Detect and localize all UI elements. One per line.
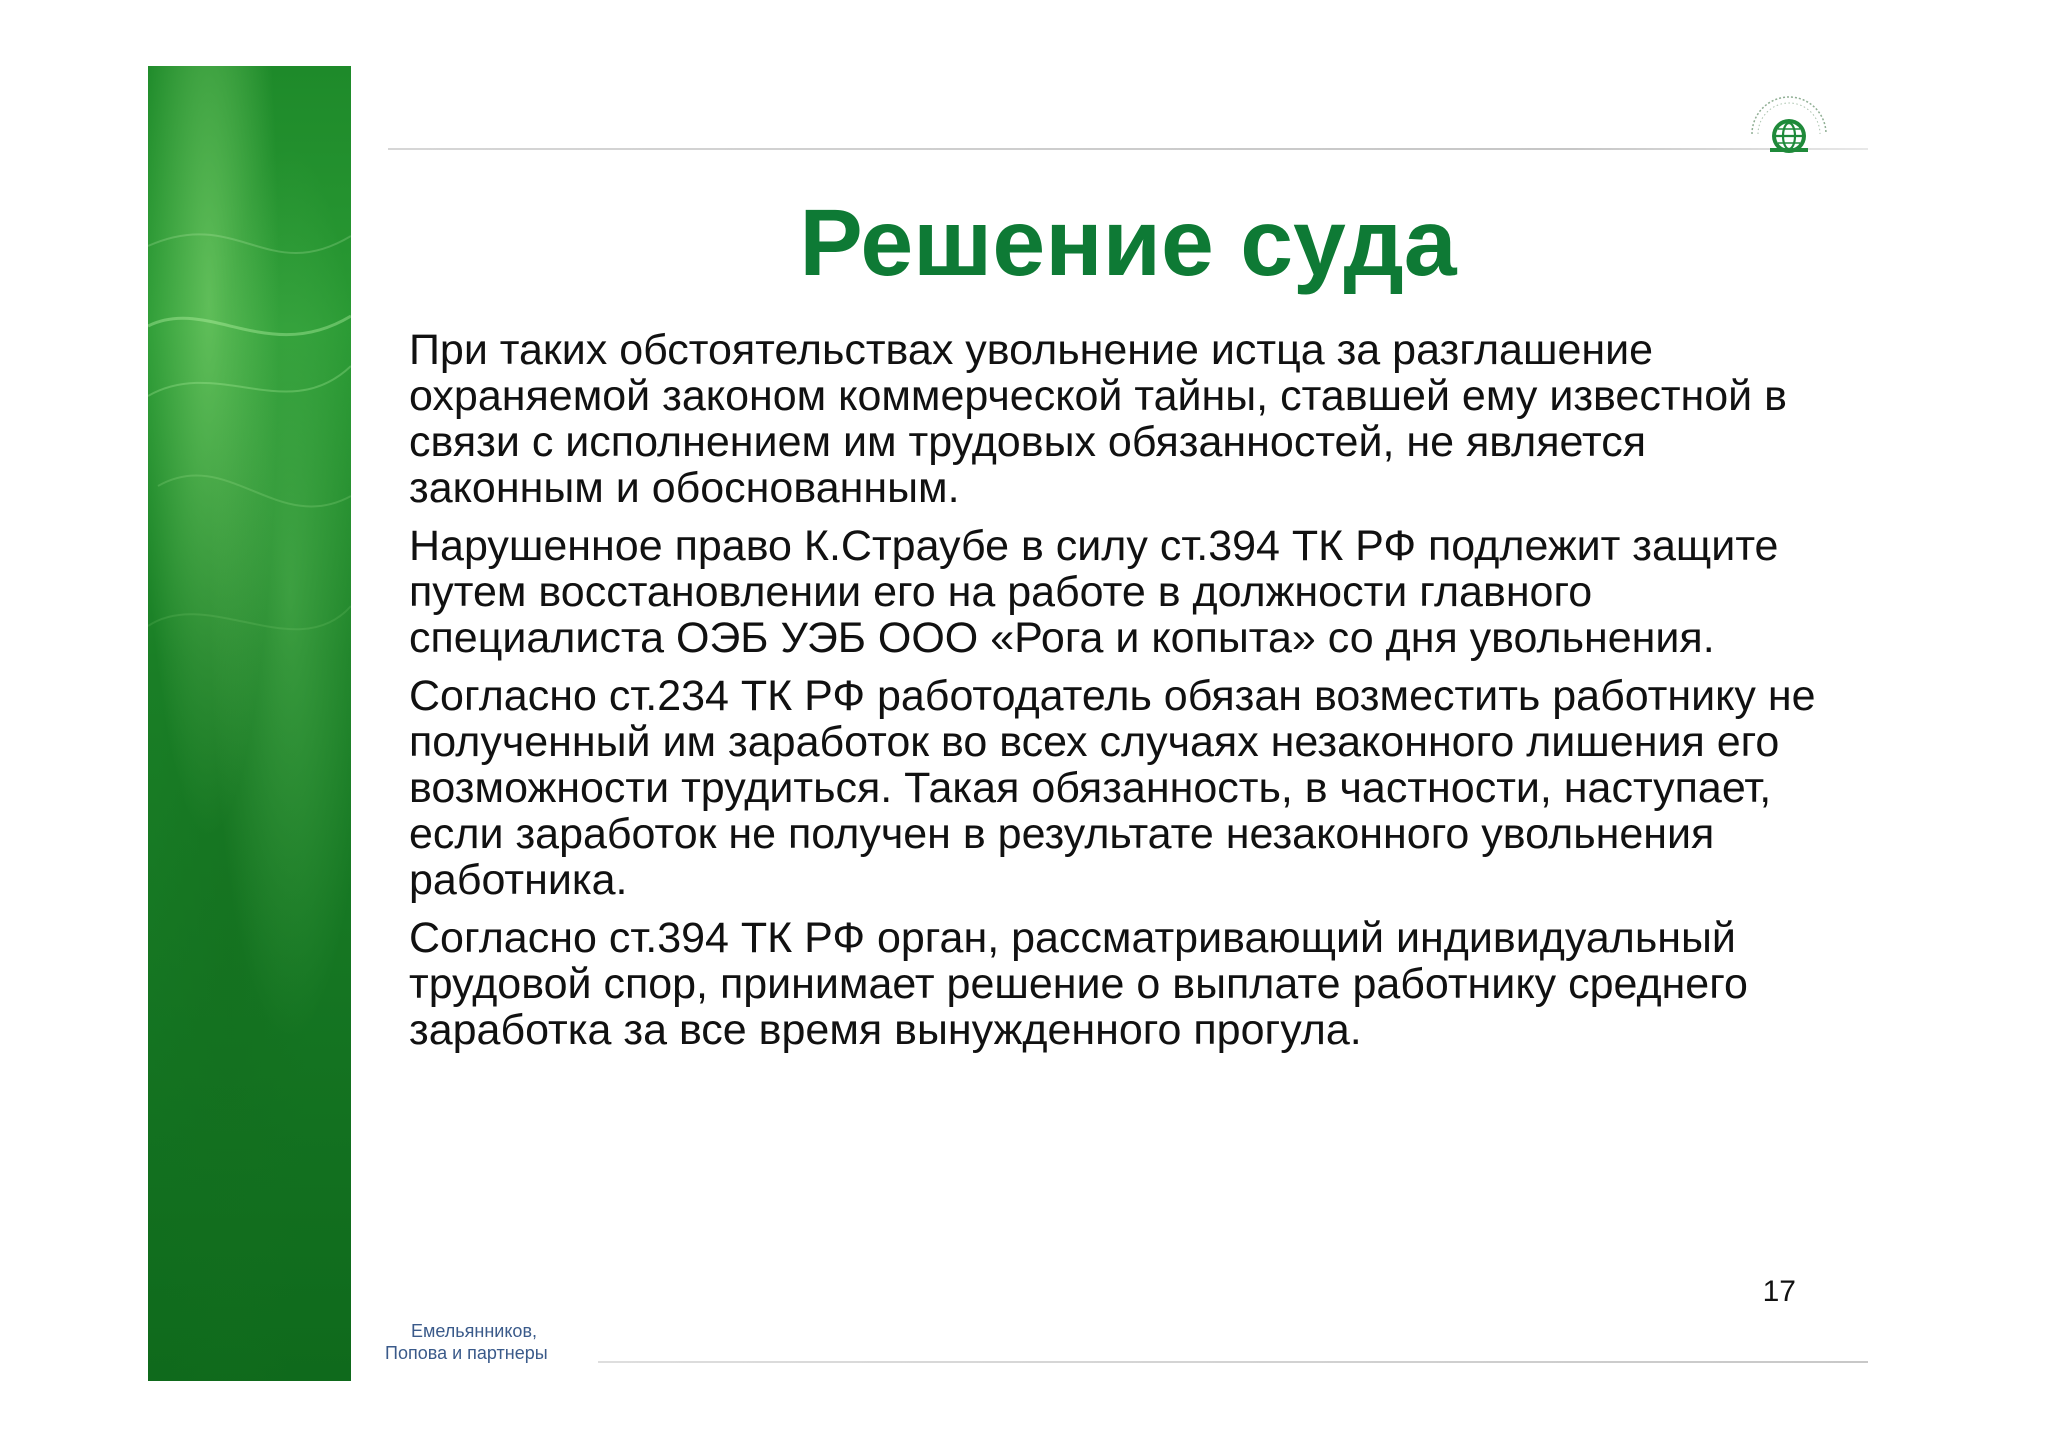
green-swirl-decoration	[148, 66, 351, 1381]
page-number: 17	[1762, 1275, 1796, 1308]
firm-name-line1: Емельянников,	[411, 1321, 538, 1341]
slide-title: Решение суда	[799, 190, 1457, 296]
paragraph: Согласно ст.234 ТК РФ работодатель обязан возместить работнику не полученный им заработок во всех случаях незаконного лишения его возможности трудиться. Такая обязанность, в частности, наступает, если заработок не получен в результате незаконного увольнения работника.	[409, 672, 1816, 904]
decorative-green-bar	[148, 66, 351, 1381]
paragraph: Согласно ст.394 ТК РФ орган, рассматривающий индивидуальный трудовой спор, принимает решение о выплате работнику среднего заработка за все время вынужденного прогула.	[409, 914, 1748, 1054]
bottom-divider	[598, 1361, 1868, 1363]
paragraph: При таких обстоятельствах увольнение истца за разглашение охраняемой законом коммерческой тайны, ставшей ему известной в связи с исполнением им трудовых обязанностей, не является законным и обоснованным.	[409, 326, 1787, 512]
slide-body	[409, 327, 1849, 1065]
top-divider	[388, 148, 1868, 150]
paragraph: Нарушенное право К.Страубе в силу ст.394 ТК РФ подлежит защите путем восстановлении его на работе в должности главного специалиста ОЭБ УЭБ ООО «Рога и копыта» со дня увольнения.	[409, 522, 1779, 662]
firm-logo-text	[385, 1320, 585, 1364]
firm-name-line2: Попова и партнеры	[385, 1343, 548, 1363]
globe-logo-icon	[1744, 96, 1834, 156]
